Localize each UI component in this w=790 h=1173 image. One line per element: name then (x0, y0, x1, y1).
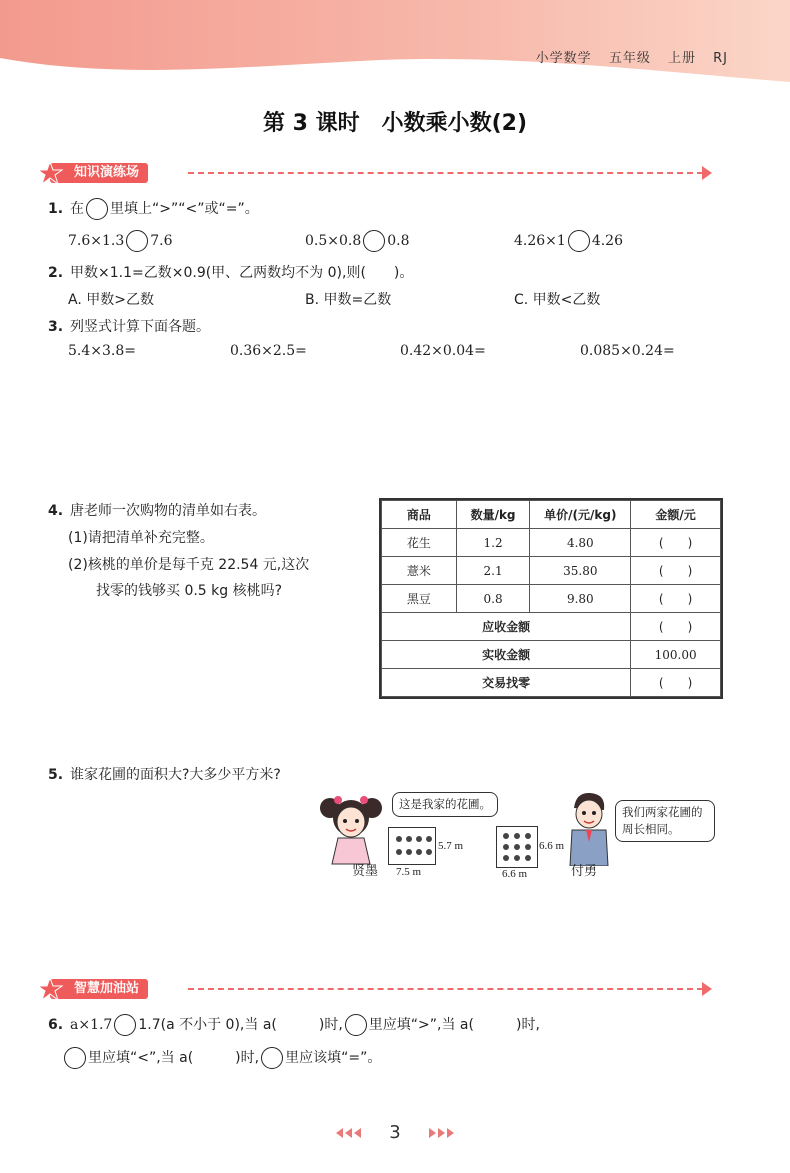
page-number: 3 (389, 1122, 401, 1143)
header-grade: 五年级 (608, 51, 651, 66)
arrow-right-icon (702, 166, 712, 180)
cell-item: 黑豆 (382, 585, 457, 613)
garden-square-2 (496, 826, 538, 868)
summary-label: 交易找零 (382, 669, 631, 697)
cell-price: 4.80 (530, 529, 631, 557)
q1-item-1-right: 7.6 (150, 233, 173, 249)
circle-blank[interactable] (261, 1047, 283, 1069)
flower-icon (389, 828, 435, 864)
star-icon (38, 160, 68, 188)
q1-item-3 (514, 230, 623, 252)
cell-qty: 1.2 (456, 529, 530, 557)
garden-2-side-label: 6.6 m (539, 840, 565, 852)
q4-text: 唐老师一次购物的清单如右表。 (70, 503, 266, 519)
q4-sub-2b: 找零的钱够买 0.5 kg 核桃吗? (96, 583, 283, 599)
section-divider (188, 988, 703, 990)
q3-item-1: 5.4×3.8= (68, 343, 136, 359)
garden-rectangle-1 (388, 827, 436, 865)
q1-item-2-left: 0.5×0.8 (305, 233, 362, 249)
q1-number: 1. (48, 201, 64, 217)
question-4 (48, 500, 266, 520)
circle-blank[interactable] (64, 1047, 86, 1069)
q1-item-3-right: 4.26 (591, 233, 623, 249)
table-row (382, 557, 721, 585)
question-6-line-2 (62, 1047, 381, 1069)
triangle-right-icon (429, 1128, 436, 1138)
q1-item-2-right: 0.8 (387, 233, 410, 249)
question-3 (48, 316, 210, 336)
summary-row-received (382, 641, 721, 669)
flower-icon (497, 827, 537, 867)
summary-label: 实收金额 (382, 641, 631, 669)
q1-item-1 (68, 230, 173, 252)
q2-option-c[interactable]: C. 甲数<乙数 (514, 292, 601, 308)
q3-text: 列竖式计算下面各题。 (70, 319, 210, 335)
section-divider (188, 172, 703, 174)
section-challenge (38, 976, 718, 1004)
cell-price: 9.80 (530, 585, 631, 613)
garden-1-side-label: 5.7 m (438, 840, 464, 852)
col-header-item: 商品 (382, 501, 457, 529)
question-5 (48, 764, 281, 784)
cell-amount-blank[interactable]: ( ) (631, 529, 721, 557)
boy-illustration (564, 790, 614, 866)
cell-item: 花生 (382, 529, 457, 557)
circle-blank[interactable] (345, 1014, 367, 1036)
circle-blank[interactable] (86, 198, 108, 220)
question-6-line-1 (48, 1014, 540, 1036)
header-volume: 上册 (667, 51, 696, 66)
triangle-right-icon (438, 1128, 445, 1138)
summary-label: 应收金额 (382, 613, 631, 641)
q4-number: 4. (48, 503, 64, 519)
q6-text-1: 1.7(a 不小于 0),当 a( (138, 1017, 277, 1033)
table-row (382, 585, 721, 613)
summary-value-blank[interactable]: ( ) (631, 613, 721, 641)
boy-speech-bubble: 我们两家花圃的周长相同。 (615, 800, 715, 842)
triangle-left-icon (336, 1128, 343, 1138)
q1-item-1-left: 7.6×1.3 (68, 233, 125, 249)
compare-circle-2[interactable] (363, 230, 385, 252)
col-header-price: 单价/(元/kg) (530, 501, 631, 529)
summary-row-change (382, 669, 721, 697)
q3-item-3: 0.42×0.04= (400, 343, 486, 359)
garden-1-bottom-label: 7.5 m (396, 866, 422, 878)
section-challenge-label: 智慧加油站 (50, 979, 148, 999)
q6-expr: a×1.7 (70, 1017, 113, 1033)
q4-sub-1: (1)请把清单补充完整。 (68, 530, 214, 546)
question-2 (48, 262, 413, 282)
q6-text-4: 里应该填“=”。 (285, 1050, 382, 1066)
col-header-amount: 金额/元 (631, 501, 721, 529)
q6-blank-2[interactable]: )时, (473, 1017, 540, 1033)
page-title: 第 3 课时 小数乘小数(2) (262, 111, 528, 136)
q3-item-2: 0.36×2.5= (230, 343, 307, 359)
header-edition: RJ (713, 51, 728, 66)
question-1 (48, 198, 259, 220)
cell-price: 35.80 (530, 557, 631, 585)
q1-prefix: 在 (70, 201, 84, 217)
q1-item-2 (305, 230, 410, 252)
cell-amount-blank[interactable]: ( ) (631, 557, 721, 585)
q5-number: 5. (48, 767, 64, 783)
star-icon (38, 976, 68, 1004)
cell-qty: 0.8 (456, 585, 530, 613)
col-header-qty: 数量/kg (456, 501, 530, 529)
triangle-left-icon (354, 1128, 361, 1138)
q3-number: 3. (48, 319, 64, 335)
cell-item: 薏米 (382, 557, 457, 585)
q2-option-b[interactable]: B. 甲数=乙数 (305, 292, 392, 308)
girl-speech-bubble: 这是我家的花圃。 (392, 792, 498, 817)
q1-item-3-left: 4.26×1 (514, 233, 566, 249)
q2-text: 甲数×1.1=乙数×0.9(甲、乙两数均不为 0),则( )。 (70, 265, 414, 281)
section-practice-label: 知识演练场 (50, 163, 148, 183)
compare-circle-3[interactable] (568, 230, 590, 252)
page-footer (0, 1122, 790, 1143)
q2-option-a[interactable]: A. 甲数>乙数 (68, 292, 154, 308)
table-row (382, 529, 721, 557)
q6-text-2: 里应填“>”,当 a( (368, 1017, 474, 1033)
boy-name: 付勇 (571, 864, 598, 879)
section-practice (38, 160, 718, 188)
summary-value: 100.00 (631, 641, 721, 669)
q6-number: 6. (48, 1017, 64, 1033)
summary-row-receivable (382, 613, 721, 641)
q1-suffix: 里填上“>”“<”或“=”。 (110, 201, 259, 217)
triangle-left-icon (345, 1128, 352, 1138)
q6-blank-1[interactable]: )时, (276, 1017, 343, 1033)
q2-number: 2. (48, 265, 64, 281)
header-info (524, 47, 728, 66)
circle-blank[interactable] (114, 1014, 136, 1036)
summary-value-blank[interactable]: ( ) (631, 669, 721, 697)
arrow-right-icon (702, 982, 712, 996)
shopping-list-table (381, 500, 721, 697)
q3-item-4: 0.085×0.24= (580, 343, 675, 359)
table-header-row (382, 501, 721, 529)
garden-2-bottom-label: 6.6 m (502, 868, 528, 880)
cell-qty: 2.1 (456, 557, 530, 585)
header-subject: 小学数学 (535, 51, 592, 66)
cell-amount-blank[interactable]: ( ) (631, 585, 721, 613)
q6-blank-3[interactable]: )时, (193, 1050, 260, 1066)
q5-text: 谁家花圃的面积大?大多少平方米? (70, 767, 281, 783)
girl-name: 贤墨 (352, 864, 379, 879)
triangle-right-icon (447, 1128, 454, 1138)
compare-circle-1[interactable] (126, 230, 148, 252)
q6-text-3: 里应填“<”,当 a( (88, 1050, 194, 1066)
q4-sub-2a: (2)核桃的单价是每千克 22.54 元,这次 (68, 557, 310, 573)
girl-illustration (318, 788, 384, 866)
